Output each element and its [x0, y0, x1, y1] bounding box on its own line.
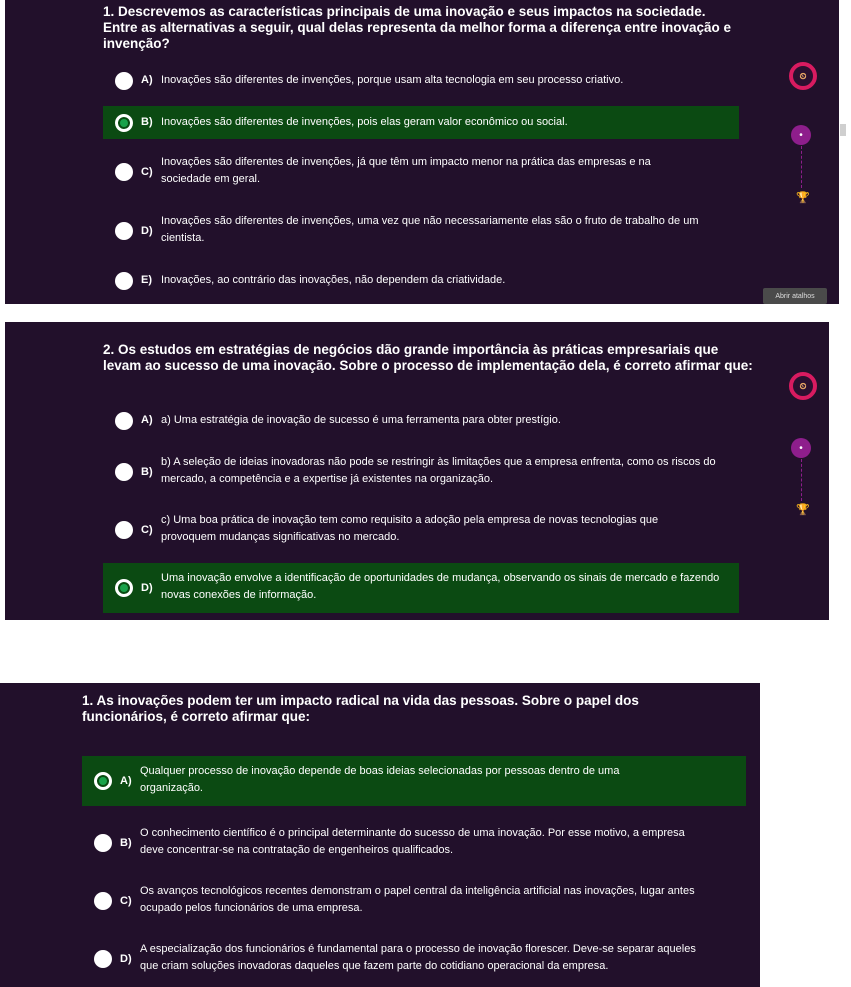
option-d[interactable] [82, 937, 746, 981]
question-dot-icon[interactable]: • [791, 125, 811, 145]
option-text: Inovações são diferentes de invenções, porque usam alta tecnologia em seu processo criativo. [161, 74, 624, 86]
option-a[interactable] [103, 66, 739, 96]
option-c[interactable] [103, 150, 739, 194]
radio-unselected[interactable] [94, 950, 112, 968]
radio-unselected[interactable] [115, 72, 133, 90]
option-letter: A) [141, 414, 153, 426]
option-b[interactable] [103, 106, 739, 139]
option-a[interactable] [82, 756, 746, 806]
option-text: Qualquer processo de inovação depende de boas ideias selecionadas por pessoas dentro de uma organização. [140, 765, 620, 794]
radio-selected[interactable] [115, 114, 133, 132]
option-b[interactable] [82, 821, 746, 865]
radio-selected[interactable] [94, 772, 112, 790]
option-letter: D) [141, 225, 153, 237]
option-letter: D) [141, 582, 153, 594]
option-text: Os avanços tecnológicos recentes demonstram o papel central da inteligência artificial nas inovações, lugar antes ocupado pelos funcionários de uma empresa. [140, 885, 695, 914]
radio-unselected[interactable] [115, 412, 133, 430]
timer-icon[interactable]: ⏲ [789, 372, 817, 400]
question-panel-2 [5, 322, 829, 620]
radio-selected[interactable] [115, 579, 133, 597]
option-letter: B) [141, 466, 153, 478]
option-letter: E) [141, 274, 152, 286]
progress-line [801, 146, 802, 188]
open-shortcuts-button[interactable]: Abrir atalhos [763, 288, 827, 304]
trophy-icon: 🏆 [796, 504, 810, 516]
option-letter: B) [120, 837, 132, 849]
question-panel-3 [0, 683, 760, 987]
option-letter: C) [141, 166, 153, 178]
progress-line [801, 459, 802, 501]
option-letter: A) [141, 74, 153, 86]
radio-unselected[interactable] [94, 892, 112, 910]
radio-unselected[interactable] [115, 463, 133, 481]
option-a[interactable] [103, 406, 739, 436]
option-text: Inovações são diferentes de invenções, pois elas geram valor econômico ou social. [161, 116, 568, 128]
scrollbar-thumb[interactable] [840, 124, 846, 136]
option-letter: C) [141, 524, 153, 536]
option-text: a) Uma estratégia de inovação de sucesso é uma ferramenta para obter prestígio. [161, 414, 561, 426]
option-text: Uma inovação envolve a identificação de oportunidades de mudança, observando os sinais de mercado e fazendo novas conexões de informação. [161, 572, 720, 601]
question-title: 1. Descrevemos as características principais de uma inovação e seus impactos na sociedade. Entre as alternativas a seguir, qual delas representa da melhor forma a diferença entre inovação e invenção? [103, 4, 732, 51]
option-letter: D) [120, 953, 132, 965]
radio-unselected[interactable] [94, 834, 112, 852]
option-text: Inovações são diferentes de invenções, uma vez que não necessariamente elas são o fruto de trabalho de um cientista. [161, 215, 699, 244]
option-text: c) Uma boa prática de inovação tem como requisito a adoção pela empresa de novas tecnologias que provoquem mudanças significativas no mercado. [161, 514, 659, 543]
question-title: 2. Os estudos em estratégias de negócios dão grande importância às práticas empresariais que levam ao sucesso de uma inovação. Sobre o processo de implementação dela, é correto afirmar que: [103, 342, 753, 373]
option-letter: A) [120, 775, 132, 787]
radio-unselected[interactable] [115, 163, 133, 181]
trophy-icon: 🏆 [796, 192, 810, 204]
question-dot-icon[interactable]: • [791, 438, 811, 458]
question-title: 1. As inovações podem ter um impacto radical na vida das pessoas. Sobre o papel dos funcionários, é correto afirmar que: [82, 693, 639, 724]
timer-icon[interactable]: ⏲ [789, 62, 817, 90]
radio-unselected[interactable] [115, 222, 133, 240]
option-c[interactable] [82, 879, 746, 923]
option-text: Inovações são diferentes de invenções, já que têm um impacto menor na prática das empresas e na sociedade em geral. [161, 156, 651, 185]
option-text: b) A seleção de ideias inovadoras não pode se restringir às limitações que a empresa enfrenta, como os riscos do mercado, a competência e a expertise já existentes na organização. [161, 456, 716, 485]
option-d[interactable] [103, 563, 739, 613]
option-text: O conhecimento científico é o principal determinante do sucesso de uma inovação. Por esse motivo, a empresa deve concentrar-se na contratação de engenheiros qualificados. [140, 827, 685, 856]
option-b[interactable] [103, 450, 739, 494]
option-e[interactable] [103, 266, 739, 296]
option-letter: B) [141, 116, 153, 128]
option-text: Inovações, ao contrário das inovações, não dependem da criatividade. [161, 274, 506, 286]
radio-unselected[interactable] [115, 272, 133, 290]
option-letter: C) [120, 895, 132, 907]
question-panel-1 [5, 0, 839, 304]
radio-unselected[interactable] [115, 521, 133, 539]
option-text: A especialização dos funcionários é fundamental para o processo de inovação florescer. Deve-se separar aqueles que criam soluções inovadoras daqueles que fazem parte do cotidiano operacional da empresa. [140, 943, 696, 972]
option-c[interactable] [103, 508, 739, 552]
option-d[interactable] [103, 209, 739, 253]
